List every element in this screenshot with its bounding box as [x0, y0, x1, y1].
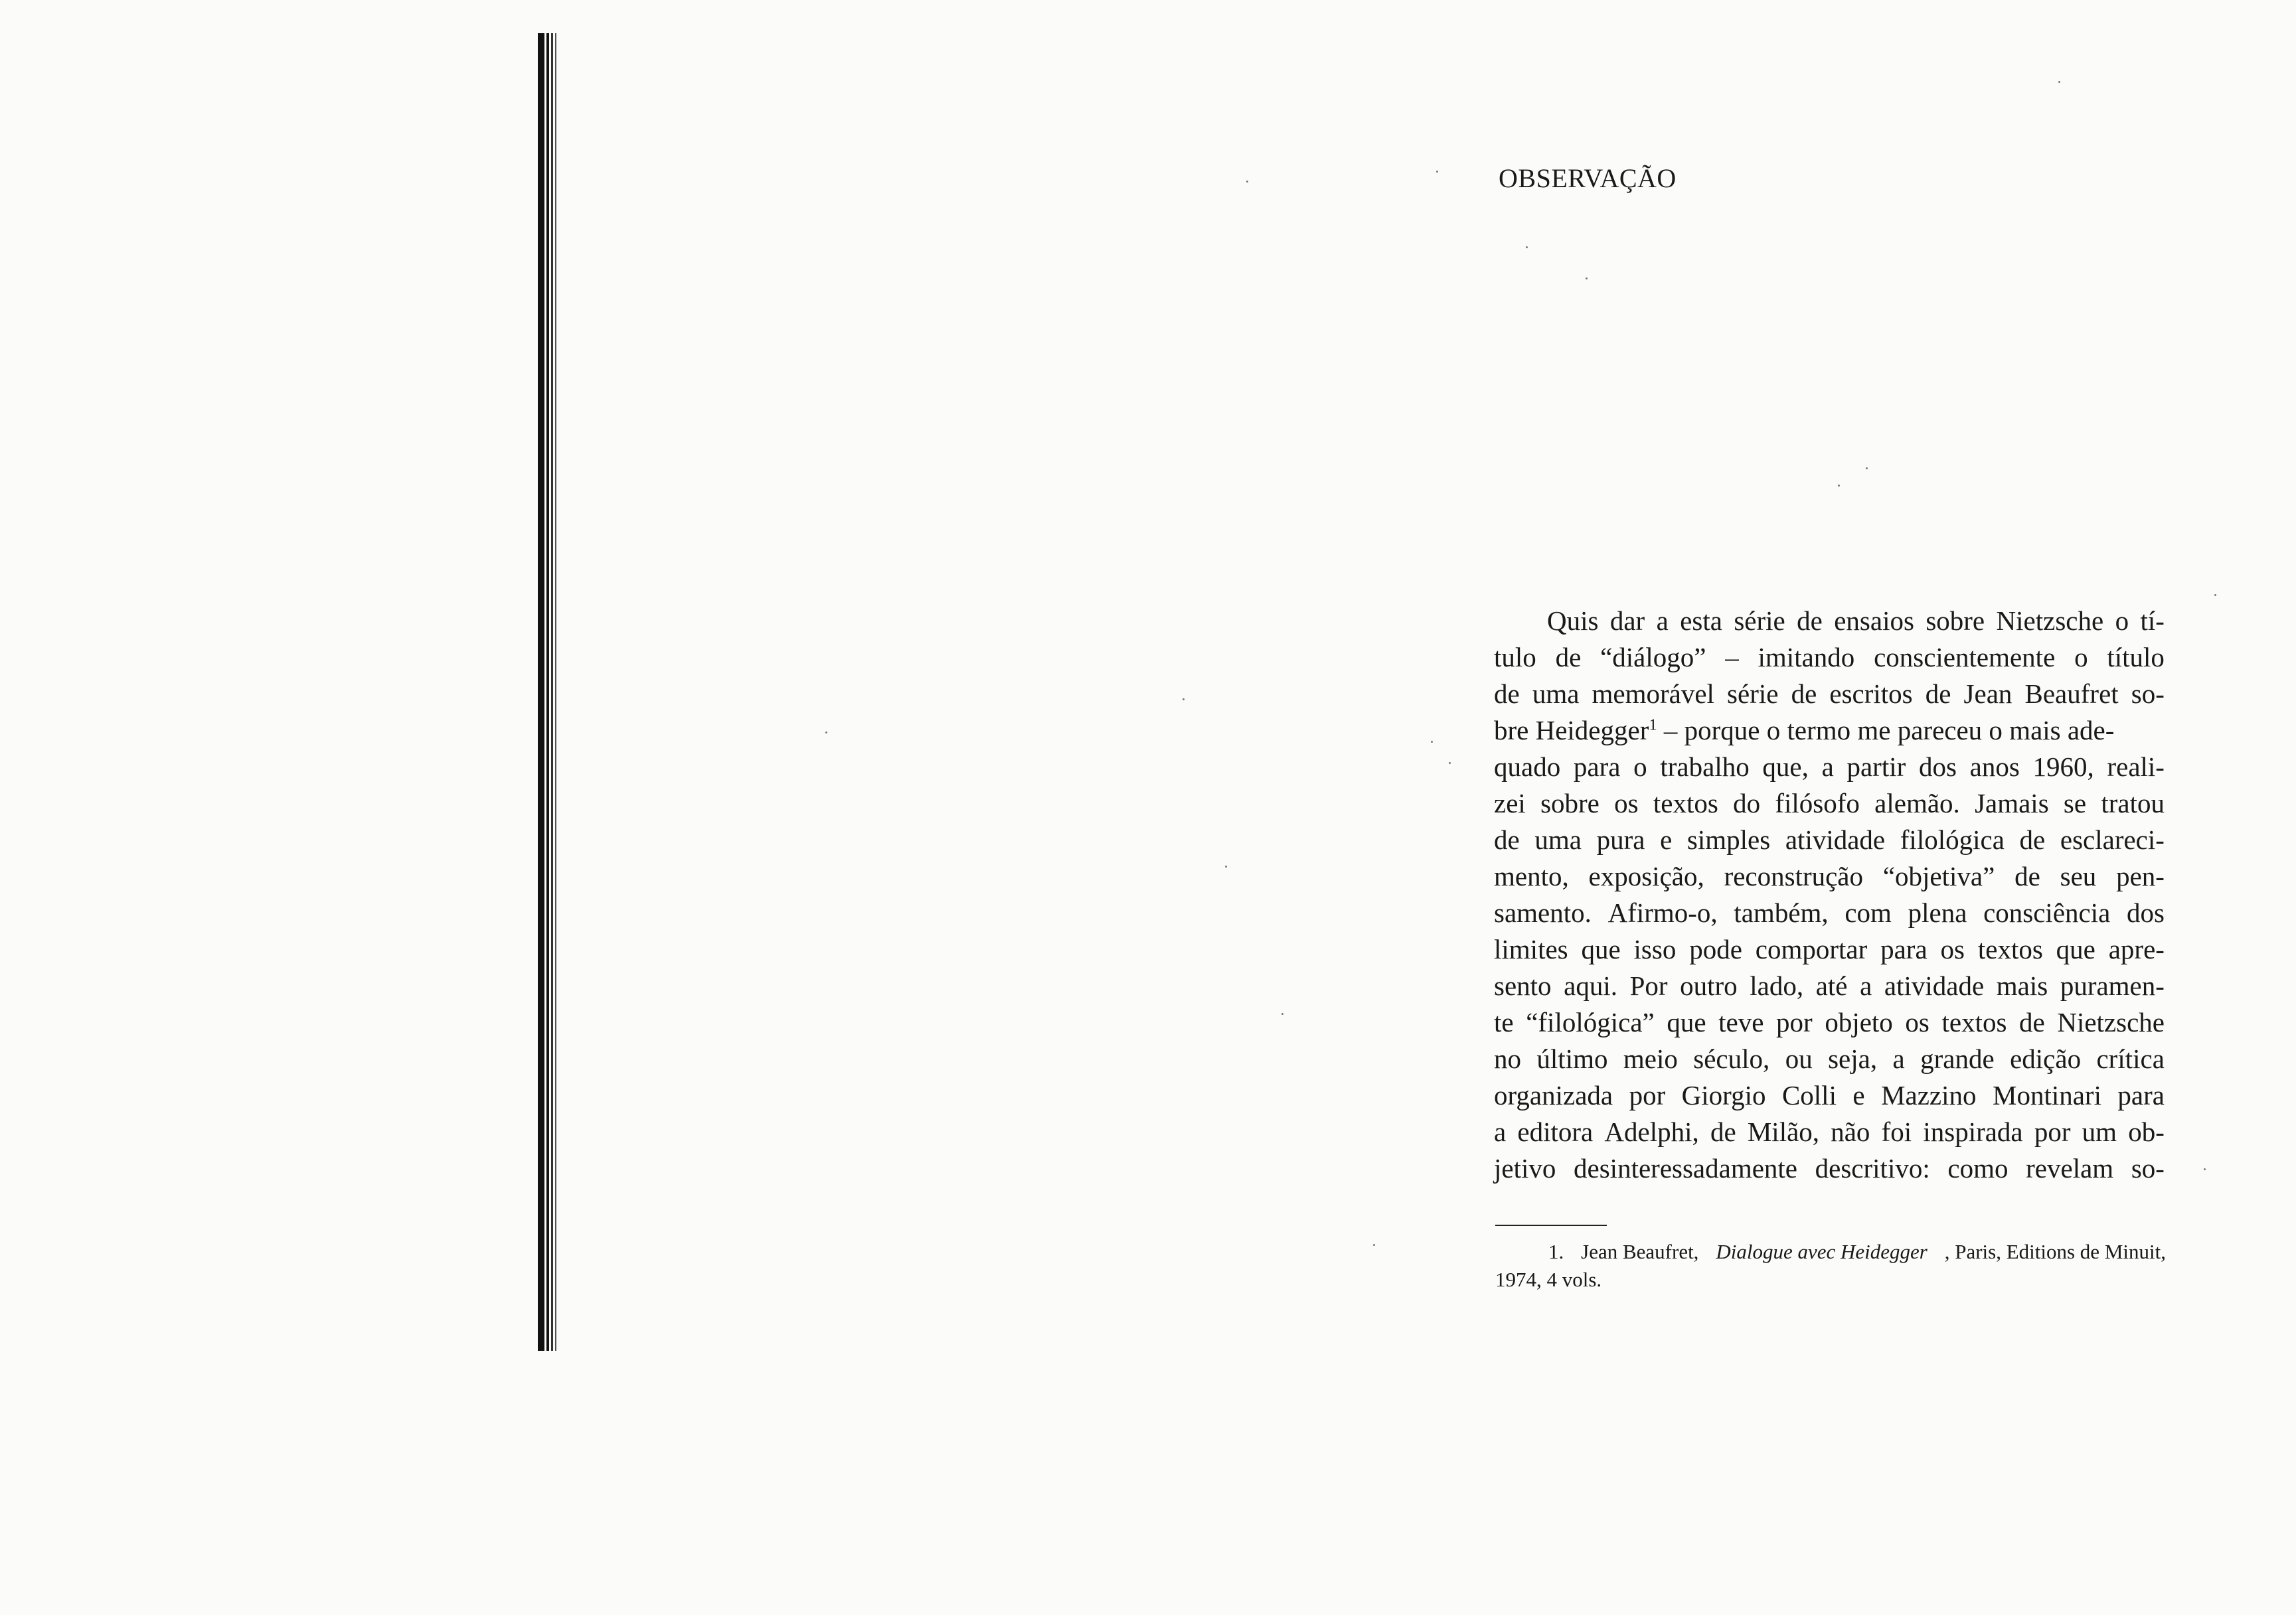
word: Nietzsche [1996, 605, 2104, 636]
word: conscientemente [1874, 642, 2056, 672]
word: Milão, [1747, 1116, 1820, 1147]
text-line [1494, 712, 2165, 749]
scan-speck [1431, 741, 1433, 743]
chapter-heading: OBSERVAÇÃO [1499, 163, 1677, 193]
footnote-line: 1974, 4 vols. [1495, 1268, 1602, 1291]
word: uma [1534, 824, 1582, 855]
word: os [1614, 788, 1639, 818]
word: objeto [1825, 1007, 1893, 1038]
word: Giorgio [1681, 1080, 1766, 1111]
word: seja, [1828, 1043, 1878, 1074]
scan-speck [1838, 485, 1840, 487]
text-line [1494, 639, 2165, 676]
scan-speck [2214, 594, 2216, 596]
word: se [2063, 788, 2087, 818]
gutter-shadow [555, 33, 556, 1351]
word: Nietzsche [2057, 1007, 2165, 1038]
word: para [1880, 934, 1927, 964]
word: textos [1653, 788, 1718, 818]
word: descritivo: [1815, 1153, 1930, 1184]
text-fragment: bre Heidegger [1494, 715, 1649, 745]
word: sento [1494, 970, 1552, 1001]
text-line [1494, 931, 2165, 968]
word: simples [1686, 824, 1771, 855]
word: apre- [2108, 934, 2165, 964]
word: título [2107, 642, 2165, 672]
word: último [1536, 1043, 1608, 1074]
word: alemão. [1874, 788, 1960, 818]
word: a [1860, 970, 1872, 1001]
word: ob- [2128, 1116, 2165, 1147]
text-line [1494, 968, 2165, 1004]
word: dos [2126, 897, 2165, 928]
word: “diálogo” [1600, 642, 1706, 672]
word: por [2034, 1116, 2071, 1147]
word: zei [1494, 788, 1526, 818]
word: como [1947, 1153, 2009, 1184]
word: que [1667, 1007, 1706, 1038]
word: ou [1785, 1043, 1813, 1074]
word: organizada [1494, 1080, 1613, 1111]
text-line [1494, 1077, 2165, 1114]
gutter-shadow [538, 33, 544, 1351]
word: lado, [1750, 970, 1804, 1001]
text-fragment: – porque o termo me pareceu o mais ade- [1657, 715, 2115, 745]
word: filósofo [1775, 788, 1860, 818]
word: de [1494, 824, 1520, 855]
word: sobre [1926, 605, 1985, 636]
word: do [1733, 788, 1761, 818]
scan-speck [1281, 1013, 1283, 1015]
scan-speck [1586, 277, 1588, 279]
word: de [2019, 824, 2046, 855]
word: comportar [1755, 934, 1868, 964]
word: so- [2131, 1153, 2165, 1184]
word: samento. [1494, 897, 1592, 928]
word: so- [2131, 678, 2165, 709]
word: memorável [1592, 678, 1714, 709]
word: Colli [1781, 1080, 1837, 1111]
footnote-title: Dialogue avec Heidegger [1716, 1240, 1927, 1263]
scan-speck [1866, 467, 1868, 469]
footnote [1495, 1238, 2166, 1294]
word: dos [1918, 751, 1957, 782]
body-text [1494, 603, 2165, 1187]
word: o [1633, 751, 1647, 782]
word: século, [1693, 1043, 1770, 1074]
word: aqui. [1564, 970, 1617, 1001]
word: consciência [1983, 897, 2111, 928]
word: seu [2060, 861, 2097, 891]
word: edição [2010, 1043, 2082, 1074]
word: ensaios [1834, 605, 1914, 636]
footnote-number: 1. [1548, 1240, 1564, 1263]
word: Jamais [1975, 788, 2049, 818]
text-line [1494, 603, 2165, 639]
word: escritos [1829, 678, 1913, 709]
word: série [1727, 678, 1779, 709]
word: quado [1494, 751, 1561, 782]
word: Adelphi, [1604, 1116, 1699, 1147]
word: partir [1846, 751, 1906, 782]
word: textos [1941, 1007, 2007, 1038]
word: te [1494, 1007, 1514, 1038]
word: meio [1623, 1043, 1678, 1074]
word: de [1797, 605, 1823, 636]
word: de [1494, 678, 1520, 709]
word: Mazzino [1881, 1080, 1977, 1111]
word: teve [1718, 1007, 1764, 1038]
scan-speck [1246, 181, 1248, 183]
word: até [1815, 970, 1848, 1001]
binding-gutter [538, 33, 562, 1351]
text-line [1494, 749, 2165, 785]
word: não [1831, 1116, 1870, 1147]
word: tratou [2101, 788, 2165, 818]
text-line [1494, 822, 2165, 858]
word: “objetiva” [1882, 861, 1995, 891]
scan-speck [1373, 1244, 1375, 1246]
word: tí- [2140, 605, 2165, 636]
word: Montinari [1992, 1080, 2101, 1111]
scan-speck [1526, 246, 1528, 248]
text-line [1494, 858, 2165, 895]
scan-speck [1183, 698, 1185, 700]
word: série [1734, 605, 1785, 636]
footnote-details: , Paris, Editions de Minuit, [1944, 1240, 2166, 1263]
word: que [1581, 934, 1621, 964]
word: mento, [1494, 861, 1569, 891]
word: Por [1629, 970, 1668, 1001]
scan-speck [1225, 866, 1227, 868]
word: puramen- [2060, 970, 2165, 1001]
word: sobre [1540, 788, 1599, 818]
word: atividade [1785, 824, 1886, 855]
word: pura [1596, 824, 1645, 855]
word: pode [1689, 934, 1742, 964]
word: tulo [1494, 642, 1536, 672]
word: um [2082, 1116, 2117, 1147]
word: por [1629, 1080, 1666, 1111]
word: para [2117, 1080, 2165, 1111]
word: que, [1762, 751, 1809, 782]
word: – [1725, 642, 1739, 672]
word: trabalho [1660, 751, 1750, 782]
word: 1960, [2032, 751, 2094, 782]
word: exposição, [1588, 861, 1704, 891]
text-line [1494, 1041, 2165, 1077]
word: foi [1881, 1116, 1912, 1147]
word: esta [1680, 605, 1722, 636]
word: imitando [1758, 642, 1855, 672]
word: crítica [2096, 1043, 2165, 1074]
word: reali- [2107, 751, 2165, 782]
word: reconstrução [1724, 861, 1864, 891]
word: de [2019, 1007, 2045, 1038]
word: desinteressadamente [1574, 1153, 1797, 1184]
text-fragment [1494, 712, 2114, 749]
word: inspirada [1923, 1116, 2023, 1147]
word: mais [1996, 970, 2048, 1001]
word: também, [1734, 897, 1829, 928]
footnote-line [1495, 1238, 2166, 1266]
word: a [1494, 1116, 1507, 1147]
scan-speck [2204, 1168, 2206, 1170]
word: para [1573, 751, 1621, 782]
word: a [1892, 1043, 1905, 1074]
word: Afirmo-o, [1607, 897, 1718, 928]
text-line [1494, 895, 2165, 931]
word: de [2014, 861, 2040, 891]
word: e [1852, 1080, 1865, 1111]
word: jetivo [1494, 1153, 1556, 1184]
gutter-shadow [551, 33, 553, 1351]
word: a [1821, 751, 1834, 782]
scan-speck [1436, 171, 1438, 173]
word: uma [1532, 678, 1580, 709]
word: os [1905, 1007, 1929, 1038]
word: limites [1494, 934, 1568, 964]
word: editora [1517, 1116, 1594, 1147]
gutter-shadow [546, 33, 549, 1351]
word: por [1776, 1007, 1813, 1038]
word: de [1555, 642, 1582, 672]
scan-speck [2058, 81, 2060, 83]
word: no [1494, 1043, 1521, 1074]
text-line [1494, 1150, 2165, 1187]
word: os [1940, 934, 1965, 964]
word: outro [1680, 970, 1738, 1001]
word: com [1845, 897, 1892, 928]
word: o [2115, 605, 2129, 636]
text-line [1494, 1004, 2165, 1041]
word: textos [1977, 934, 2043, 964]
text-line [1494, 676, 2165, 712]
word: revelam [2026, 1153, 2114, 1184]
word: o [2074, 642, 2088, 672]
word: Quis [1547, 605, 1599, 636]
footnote-author: Jean Beaufret, [1581, 1240, 1699, 1263]
footnote-marker: 1 [1649, 716, 1657, 734]
word: de [1925, 678, 1951, 709]
word: filológica [1900, 824, 2005, 855]
word: que [2056, 934, 2095, 964]
word: a [1656, 605, 1669, 636]
word: “filológica” [1526, 1007, 1655, 1038]
word: de [1791, 678, 1817, 709]
scan-speck [825, 731, 827, 733]
word: pen- [2116, 861, 2165, 891]
footnote-divider [1495, 1225, 1607, 1226]
word: atividade [1884, 970, 1985, 1001]
word: e [1660, 824, 1673, 855]
scan-speck [1449, 762, 1451, 764]
text-line [1494, 1114, 2165, 1150]
word: esclareci- [2060, 824, 2165, 855]
word: anos [1969, 751, 2020, 782]
word: isso [1633, 934, 1677, 964]
word: dar [1609, 605, 1645, 636]
word: grande [1920, 1043, 1995, 1074]
text-line [1494, 785, 2165, 822]
word: plena [1908, 897, 1967, 928]
word: de [1710, 1116, 1736, 1147]
word: Jean [1963, 678, 2012, 709]
word: Beaufret [2024, 678, 2119, 709]
